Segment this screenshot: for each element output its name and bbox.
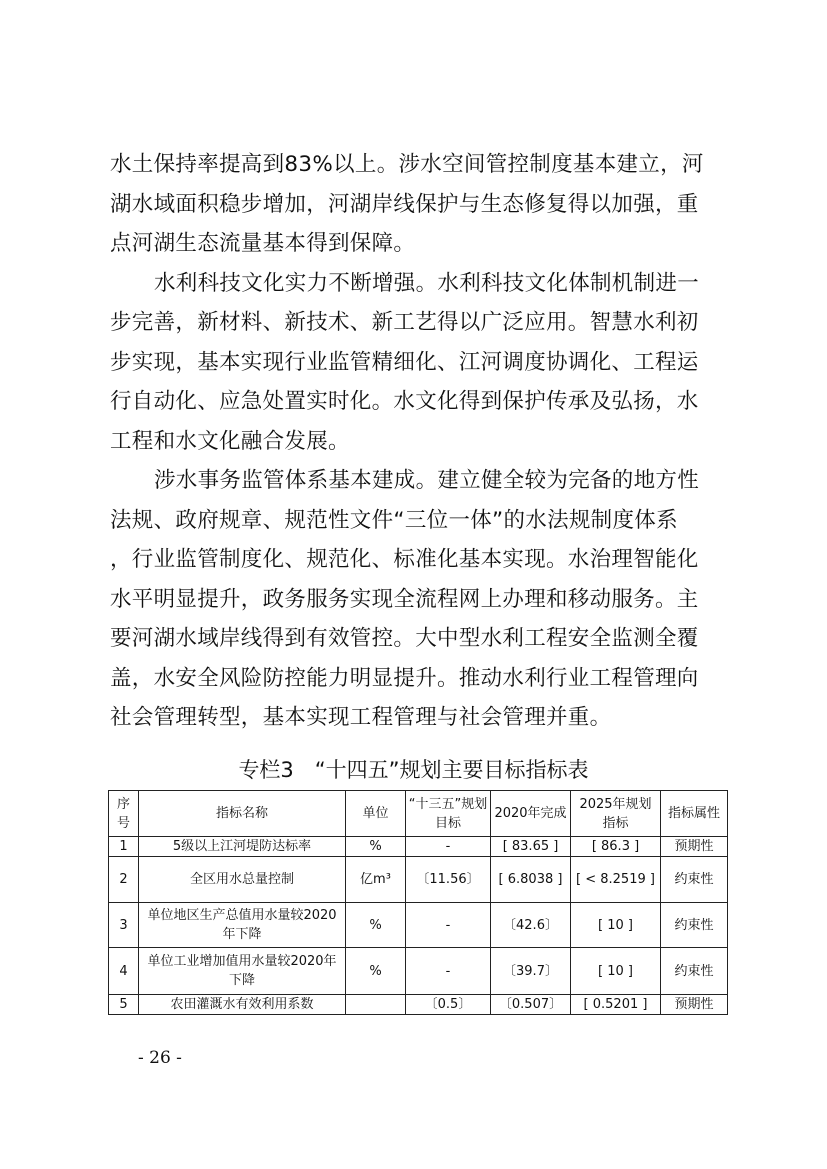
table-cell: 序号: [109, 791, 139, 837]
targets-table: [108, 790, 728, 1015]
table-cell: 约束性: [661, 948, 728, 995]
table-cell: %: [346, 903, 406, 948]
table-cell: 2020年完成: [491, 791, 571, 837]
table-row: [109, 948, 728, 995]
text-line: 要河湖水域岸线得到有效管控。大中型水利工程安全监测全覆: [110, 626, 699, 651]
table-cell: -: [406, 948, 491, 995]
table-cell: 3: [109, 903, 139, 948]
table-cell: 5: [109, 995, 139, 1015]
table-cell: 〔0.507〕: [491, 995, 571, 1015]
text-line: 法规、政府规章、规范性文件“三位一体”的水法规制度体系: [110, 507, 678, 533]
table-header-row: [109, 791, 728, 837]
text-line: 步实现，基本实现行业监管精细化、江河调度协调化、工程运: [110, 349, 699, 375]
table-cell: 全区用水总量控制: [139, 857, 346, 903]
text-line: 水利科技文化实力不断增强。水利科技文化体制机制进一: [154, 270, 700, 296]
body-text: [110, 145, 710, 738]
text-line: 水土保持率提高到83%以上。涉水空间管控制度基本建立，河: [110, 152, 704, 177]
text-line: ，行业监管制度化、规范化、标准化基本实现。水治理智能化: [110, 547, 699, 572]
text-line: 社会管理转型，基本实现工程管理与社会管理并重。: [110, 705, 612, 730]
table-cell: 5级以上江河堤防达标率: [139, 837, 346, 857]
table-cell: -: [406, 903, 491, 948]
table-title: 专栏3 “十四五”规划主要目标指标表: [238, 758, 589, 782]
paragraph: [110, 145, 710, 264]
text-line: 水平明显提升，政务服务实现全流程网上办理和移动服务。主: [110, 586, 699, 612]
table-cell: “十三五”规划目标: [406, 791, 491, 837]
table-cell: [ 83.65 ]: [491, 837, 571, 857]
text-line: 涉水事务监管体系基本建成。建立健全较为完备的地方性: [154, 468, 700, 493]
table-cell: 单位工业增加值用水量较2020年下降: [139, 948, 346, 995]
table-cell: 亿m³: [346, 857, 406, 903]
text-line: 盖，水安全风险防控能力明显提升。推动水利行业工程管理向: [110, 665, 699, 691]
table-cell: 指标属性: [661, 791, 728, 837]
table-cell: 农田灌溉水有效利用系数: [139, 995, 346, 1015]
table-cell: 2025年规划指标: [571, 791, 661, 837]
table-row: [109, 903, 728, 948]
table-cell: 单位: [346, 791, 406, 837]
table-cell: [ 6.8038 ]: [491, 857, 571, 903]
table-cell: [ 86.3 ]: [571, 837, 661, 857]
table-cell: 单位地区生产总值用水量较2020年下降: [139, 903, 346, 948]
table-cell: -: [406, 837, 491, 857]
table-row: [109, 857, 728, 903]
table-cell: 预期性: [661, 837, 728, 857]
table-cell: 4: [109, 948, 139, 995]
page-number: - 26 -: [138, 1048, 182, 1068]
text-line: 点河湖生态流量基本得到保障。: [110, 231, 416, 256]
table-cell: [ 0.5201 ]: [571, 995, 661, 1015]
text-line: 湖水域面积稳步增加，河湖岸线保护与生态修复得以加强，重: [110, 191, 699, 217]
table-cell: 预期性: [661, 995, 728, 1015]
table-cell: 〔0.5〕: [406, 995, 491, 1015]
table-cell: 2: [109, 857, 139, 903]
table-cell: %: [346, 837, 406, 857]
table-cell: 1: [109, 837, 139, 857]
table-cell: 〔42.6〕: [491, 903, 571, 948]
table-row: [109, 995, 728, 1015]
table-cell: [346, 995, 406, 1015]
table-cell: [ 10 ]: [571, 903, 661, 948]
table-cell: 指标名称: [139, 791, 346, 837]
paragraph: [110, 264, 710, 462]
table-cell: 〔11.56〕: [406, 857, 491, 903]
table-cell: 约束性: [661, 903, 728, 948]
table-cell: 〔39.7〕: [491, 948, 571, 995]
text-line: 工程和水文化融合发展。: [110, 428, 350, 454]
text-line: 步完善，新材料、新技术、新工艺得以广泛应用。智慧水利初: [110, 310, 699, 335]
table-cell: %: [346, 948, 406, 995]
table-cell: 约束性: [661, 857, 728, 903]
table-row: [109, 837, 728, 857]
paragraph: [110, 461, 710, 738]
table-cell: [ < 8.2519 ]: [571, 857, 661, 903]
table-cell: [ 10 ]: [571, 948, 661, 995]
text-line: 行自动化、应急处置实时化。水文化得到保护传承及弘扬，水: [110, 389, 699, 414]
